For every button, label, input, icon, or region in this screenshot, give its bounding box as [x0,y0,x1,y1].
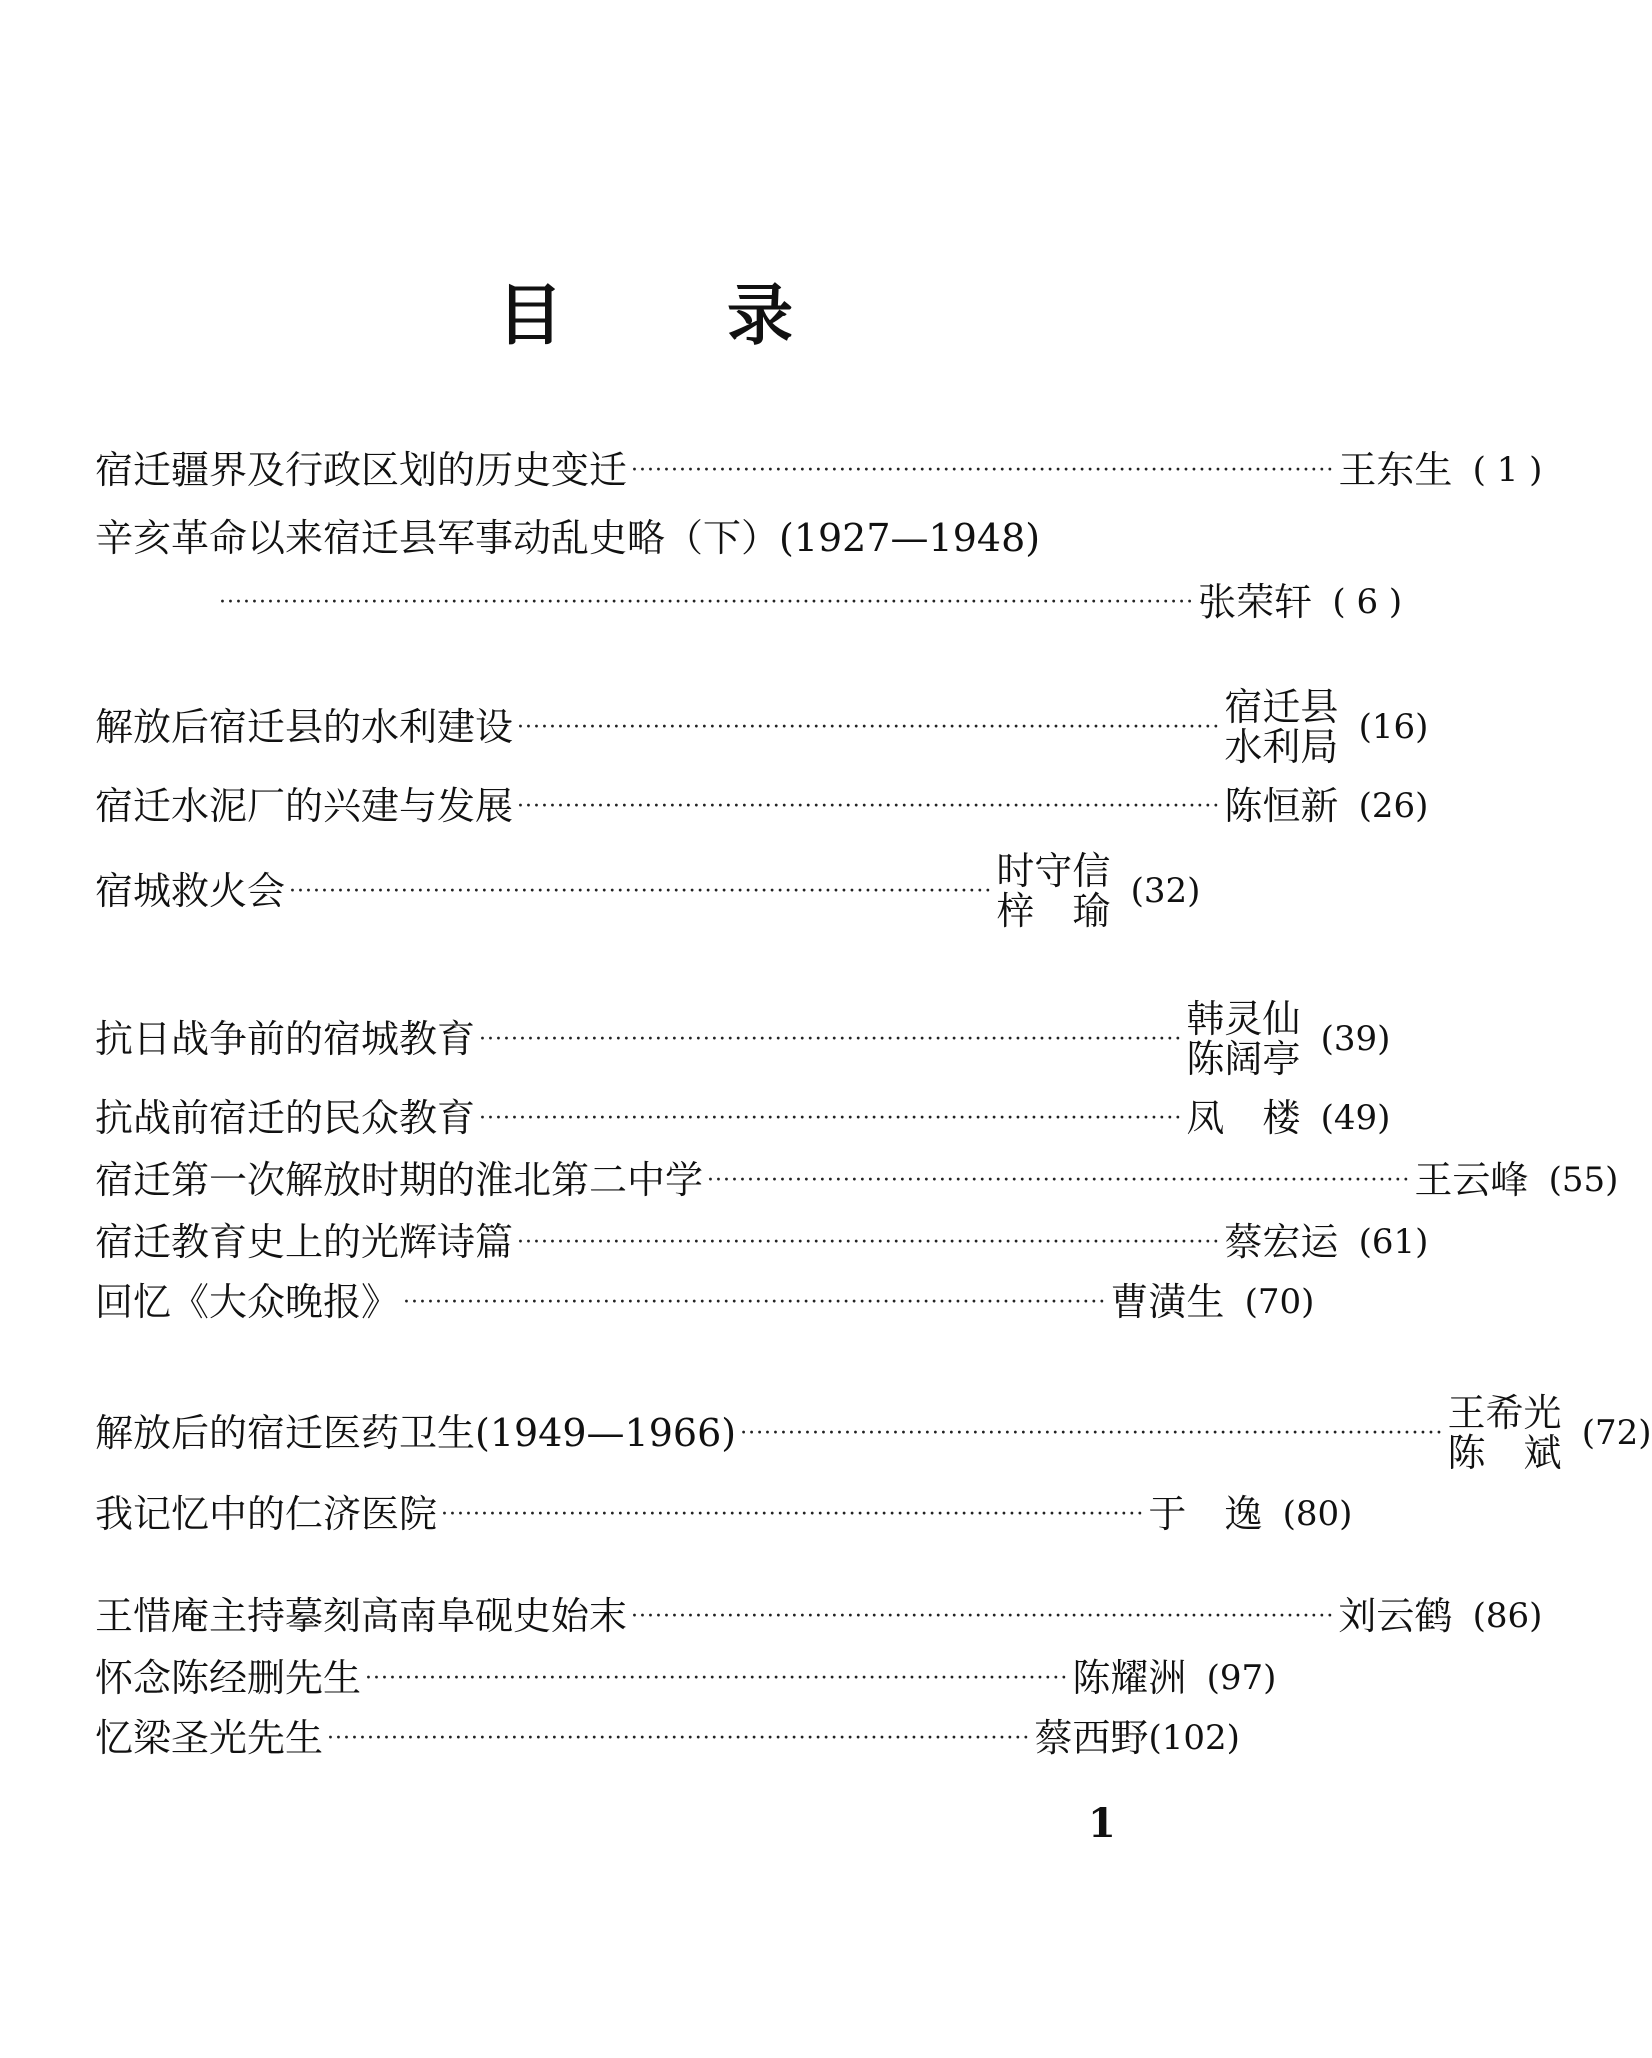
leader-dots: ························································································ [740,1420,1444,1446]
page-title [0,276,1290,354]
entry-title: 宿迁疆界及行政区划的历史变迁 [95,448,628,492]
entry-author-line: 时守信 [996,849,1111,893]
entry-author: 蔡宏运 [1224,1220,1339,1264]
entry-page: (32) [1130,871,1201,912]
toc-entry[interactable] [95,784,1429,828]
entry-author: 刘云鹤 [1338,1594,1453,1638]
entry-author [1224,685,1339,769]
toc-entry[interactable] [95,1220,1429,1264]
entry-title: 我记忆中的仁济医院 [95,1492,438,1536]
toc-entry[interactable] [95,1492,1353,1536]
toc-entry[interactable] [95,1656,1277,1700]
entry-author-line: 水利局 [1224,724,1339,769]
entry-title: 解放后的宿迁医药卫生(1949—1966) [95,1410,737,1455]
leader-dots: ························································································ [707,1167,1411,1193]
entry-author-line: 韩灵仙 [1186,997,1301,1041]
entry-page: (49) [1320,1098,1391,1139]
toc-entry[interactable] [95,1391,1652,1475]
leader-dots: ·························································································································· [219,589,1195,615]
entry-author: 王东生 [1338,448,1453,492]
leader-dots: ························································································ [327,1725,1031,1751]
page-title-char: 目 [497,276,563,354]
entry-title: 辛亥革命以来宿迁县军事动乱史略（下）(1927—1948) [95,516,1041,560]
leader-dots: ························································································ [517,1229,1221,1255]
leader-dots: ························································································ [479,1105,1183,1131]
leader-dots: ························································································ [631,457,1335,483]
toc-entry-continuation[interactable] [215,580,1403,624]
toc-entry[interactable] [95,1594,1543,1638]
entry-author: 王云峰 [1414,1158,1529,1202]
entry-page: (61) [1358,1222,1429,1263]
entry-author-line: 宿迁县 [1224,685,1339,729]
page-title-char: 录 [727,276,793,354]
toc-entry[interactable] [95,685,1429,769]
leader-dots: ························································································ [631,1603,1335,1629]
toc-entry[interactable] [95,1096,1391,1140]
entry-author [1447,1391,1562,1475]
entry-page: (26) [1358,786,1429,827]
leader-dots: ························································································ [517,714,1221,740]
entry-author: 曹潢生 [1110,1280,1225,1324]
entry-title: 解放后宿迁县的水利建设 [95,704,514,749]
entry-page: ( 1 ) [1472,450,1543,491]
entry-page: (97) [1206,1658,1277,1699]
leader-dots: ························································································ [365,1665,1069,1691]
leader-dots: ························································································ [289,878,993,904]
entry-page: (72) [1581,1413,1652,1454]
entry-author: 陈恒新 [1224,784,1339,828]
entry-title: 宿迁水泥厂的兴建与发展 [95,784,514,828]
entry-author: 蔡西野 [1034,1716,1149,1760]
toc-entry[interactable] [95,1280,1315,1324]
entry-page: ( 6 ) [1332,582,1403,623]
entry-page: (55) [1548,1160,1619,1201]
entry-page: (16) [1358,707,1429,748]
toc-entry[interactable] [95,849,1201,933]
leader-dots: ························································································ [517,793,1221,819]
page-number: 1 [1088,1800,1116,1847]
toc-entry[interactable] [95,997,1391,1081]
entry-author [996,849,1111,933]
entry-author: 于 逸 [1148,1492,1263,1536]
entry-title: 忆梁圣光先生 [95,1716,324,1760]
entry-page: (86) [1472,1596,1543,1637]
entry-title: 回忆《大众晚报》 [95,1280,400,1324]
entry-title: 宿迁第一次解放时期的淮北第二中学 [95,1158,704,1202]
entry-title: 宿城救火会 [95,868,286,913]
entry-author [1186,997,1301,1081]
entry-author-line: 陈阔亭 [1186,1036,1301,1081]
leader-dots: ························································································ [479,1026,1183,1052]
toc-entry[interactable] [95,518,1175,560]
entry-title: 怀念陈经删先生 [95,1656,362,1700]
entry-author-line: 王希光 [1447,1391,1562,1435]
toc-entry[interactable] [95,1716,1240,1760]
entry-author: 凤 楼 [1186,1096,1301,1140]
entry-title: 宿迁教育史上的光辉诗篇 [95,1220,514,1264]
toc-entry[interactable] [95,1158,1619,1202]
entry-title: 抗战前宿迁的民众教育 [95,1096,476,1140]
entry-page: (70) [1244,1282,1315,1323]
entry-title: 王惜庵主持摹刻高南阜砚史始末 [95,1594,628,1638]
entry-page: (39) [1320,1019,1391,1060]
entry-author: 张荣轩 [1198,580,1313,624]
entry-author-line: 陈 斌 [1447,1430,1562,1475]
entry-page: (80) [1282,1494,1353,1535]
entry-author: 陈耀洲 [1072,1656,1187,1700]
entry-author-line: 梓 瑜 [996,888,1111,933]
toc-entry[interactable] [95,448,1543,492]
leader-dots: ························································································ [403,1289,1107,1315]
entry-page: (102) [1148,1718,1240,1759]
entry-title: 抗日战争前的宿城教育 [95,1016,476,1061]
leader-dots: ························································································ [441,1501,1145,1527]
